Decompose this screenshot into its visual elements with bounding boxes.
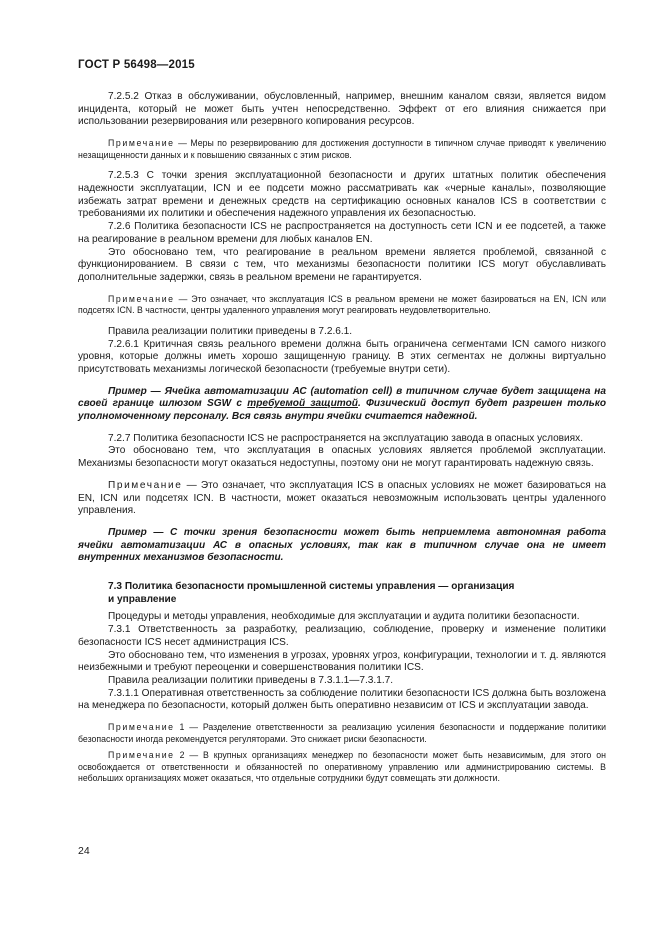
paragraph-7-2-6: 7.2.6 Политика безопасности ICS не распространяется на доступность сети ICN и ее подсетей, а также на реагирование в реальном времени для любых каналов EN. <box>78 221 606 245</box>
note-1 <box>78 722 606 745</box>
example-underlined-text: требуемой защитой <box>247 398 358 410</box>
note-label: Примечание <box>108 138 175 149</box>
example-text-end: . Физический доступ будет разрешен только уполномоченному персоналу. Вся связь внутри ячейки считается надежной. <box>78 398 606 423</box>
note-text: Это означает, что эксплуатация ICS в реальном времени не может базироваться на EN, ICN или подсетях ICN. В частности, центры удаленного управления могут реагировать неудовлетворительно. <box>78 293 606 316</box>
note-2 <box>78 750 606 785</box>
paragraph-7-3-1: 7.3.1 Ответственность за разработку, реализацию, соблюдение, проверку и изменение политики безопасности ICS несет администрация ICS. <box>78 624 606 648</box>
example <box>78 527 606 565</box>
page-content <box>78 91 606 785</box>
section-heading-7-3 <box>78 581 606 606</box>
note-dash: — <box>186 479 197 491</box>
note <box>78 294 606 317</box>
note-label: Примечание <box>108 722 175 733</box>
note-label: Примечание <box>108 293 175 304</box>
example-text: С точки зрения безопасности может быть неприемлема автономная работа ячейки автоматизации АС в опасных условиях, так как в типичном случае она не имеет внутренних механизмов безопасности. <box>78 526 606 564</box>
paragraph-7-2-6-1: 7.2.6.1 Критичная связь реального времени должна быть ограничена сегментами ICN самого низкого уровня, которые должны иметь хорошо защищенную границу. В этих сегментах не должны виртуально присутствовать механизмы логической безопасности (требуемые внутри сети). <box>78 338 606 375</box>
paragraph: Это обосновано тем, что реагирование в реальном времени является проблемой, связанной с функционированием. В связи с тем, что механизмы безопасности политики ICS могут обуславливать дополнительные задержки, связь в реальном времени не гарантируется. <box>78 246 606 283</box>
note <box>78 138 606 161</box>
note-text: 1 — Разделение ответственности за реализацию усиления безопасности и поддержание политики безопасности иногда рекомендуется регуляторами. Это снижает риски безопасности. <box>78 722 606 744</box>
example-label: Пример — <box>108 526 164 538</box>
paragraph-7-2-5-3: 7.2.5.3 С точки зрения эксплуатационной безопасности и других штатных политик обеспечения надежности эксплуатации, ICN и ее подсети можно рассматривать как «черные каналы», позволяющие избежать затрат времени и денежных средств на сертификацию основных каналов ICS в соответствии с требованиями их политики и обеспечения надежного управления их безопасностью. <box>78 170 606 220</box>
note-text: 2 — В крупных организациях менеджер по безопасности может быть независимым, для этого он освобождается от ответственности и обязанностей по оперативному управлению или администрированию системы. В небольших организациях может оказаться, что отдельные сотрудники будут совмещать эти должности. <box>78 750 606 784</box>
note-text: Меры по резервированию для достижения доступности в типичном случае приводят к увеличению незащищенности данных и к повышению связанных с этим рисков. <box>78 138 607 160</box>
paragraph-7-3-1-1: 7.3.1.1 Оперативная ответственность за соблюдение политики безопасности ICS должна быть возложена на менеджера по безопасности, который должен быть оперативно независим от ICS и эксплуатации завода. <box>78 687 606 712</box>
note-dash: — <box>178 138 187 149</box>
paragraph: Это обосновано тем, что эксплуатация в опасных условиях является проблемой эксплуатации. Механизмы безопасности могут оказаться недоступны, поэтому они не могут гарантировать надежную связь. <box>78 445 606 470</box>
note-dash: — <box>178 293 188 304</box>
example-label: Пример — <box>108 385 161 397</box>
example-text: Ячейка автоматизации АС (automation cell) в типичном случае будет защищена на своей границе шлюзом SGW с <box>78 385 606 410</box>
note-text: Это означает, что эксплуатация ICS в опасных условиях не может базироваться на EN, ICN или подсетях ICN. В частности, может оказаться невозможным использовать центры удаленного управления. <box>78 479 606 517</box>
note-label: Примечание <box>108 750 175 761</box>
note-label: Примечание <box>108 479 183 491</box>
paragraph: Правила реализации политики приведены в 7.3.1.1—7.3.1.7. <box>108 674 394 686</box>
paragraph: Это обосновано тем, что изменения в угрозах, уровнях угроз, конфигурации, технологии и т. д. являются неизбежными и требуют переоценки и совершенствования политики ICS. <box>78 649 606 674</box>
example <box>78 386 606 424</box>
page-number: 24 <box>78 845 90 857</box>
note <box>78 480 606 518</box>
document-header: ГОСТ Р 56498—2015 <box>78 59 195 71</box>
paragraph-7-2-7: 7.2.7 Политика безопасности ICS не распространяется на эксплуатацию завода в опасных условиях. <box>108 432 584 444</box>
section-heading-line-2: и управление <box>108 593 177 605</box>
paragraph-7-2-5-2: 7.2.5.2 Отказ в обслуживании, обусловленный, например, внешним каналом связи, является видом инцидента, который не может быть учтен непосредственно. Эффект от его влияния снижается при использовании резервирования или резервного копирования ресурсов. <box>78 91 606 128</box>
section-heading-line-1: 7.3 Политика безопасности промышленной системы управления — организация <box>108 581 515 593</box>
paragraph: Правила реализации политики приведены в 7.2.6.1. <box>108 325 353 337</box>
paragraph: Процедуры и методы управления, необходимые для эксплуатации и аудита политики безопасности. <box>108 611 580 623</box>
